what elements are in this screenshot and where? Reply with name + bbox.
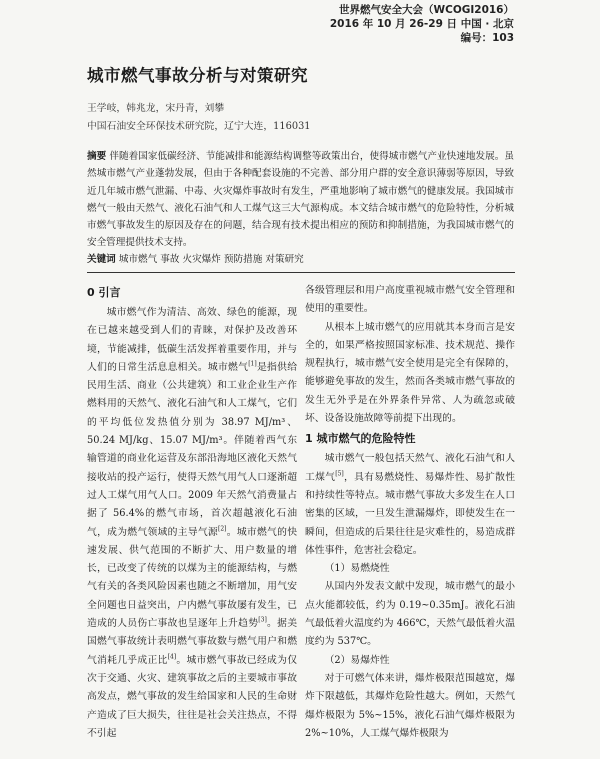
affiliation: 中国石油安全环保技术研究院，辽宁大连，116031 (87, 121, 311, 132)
abstract (87, 148, 514, 252)
explosiveness-paragraph: 对于可燃气体来讲，爆炸极限范围越宽，爆炸下限越低，其爆炸危险性越大。例如，天然气爆炸极限为 5%~15%，液化石油气爆炸极限为 2%~10%，人工煤气爆炸极限为 (305, 672, 515, 739)
intro-text-d: 。据美国燃气事故统计表明燃气事故数与燃气用户和燃气消耗几乎成正比 (87, 618, 298, 666)
keywords-label: 关键词 (87, 254, 116, 265)
paper-title: 城市燃气事故分析与对策研究 (87, 66, 308, 85)
flammability-paragraph: 从国内外发表文献中发现，城市燃气的最小点火能都较低，约为 0.19~0.35mJ。液化石油气最低着火温度约为 466℃，天然气最低着火温度约为 537℃。 (305, 581, 515, 648)
left-column (87, 282, 297, 743)
page-header (330, 3, 514, 45)
hazards-text-a: 城市燃气一般包括天然气、液化石油气和人工煤气 (305, 453, 515, 483)
citation-1: [1] (248, 360, 257, 368)
citation-4: [4] (167, 653, 177, 661)
intro-text-e: 。城市燃气事故已经成为仅次于交通、火灾、建筑事故之后的主要城市事故高发点，燃气事故的发生给国家和人民的生命财产造成了巨大损失，往往是社会关注热点，不得不引起 (87, 654, 298, 739)
subsection-explosiveness: （2）易爆炸性 (324, 654, 390, 666)
hazards-paragraph (305, 450, 515, 560)
safety-paragraph: 从根本上城市燃气的应用就其本身而言是安全的，如果严格按照国家标准、技术规范、操作规程执行，城市燃气安全使用是完全有保障的，能够避免事故的发生，然而各类城市燃气事故的发生无外乎是在外界条件异常、人为疏忽或破坏、设备设施故障等前提下出现的。 (305, 321, 515, 425)
intro-text-c: 。城市燃气的快速发展、供气范围的不断扩大、用户数量的增长，已改变了传统的以煤为主的能源结构，与燃气有关的各类风险因素也随之不断增加，用气安全问题也日益突出，户内燃气事故屡有发生，已造成的人员伤亡事故也呈逐年上升趋势 (87, 526, 298, 630)
section-heading-hazards: 1 城市燃气的危险特性 (305, 432, 416, 446)
abstract-text: 伴随着国家低碳经济、节能减排和能源结构调整等政策出台，使得城市燃气产业快速地发展。虽然城市燃气产业蓬勃发展，但由于各种配套设施的不完善、部分用户群的安全意识薄弱等原因，导致近几年城市燃气泄漏、中毒、火灾爆炸事故时有发生，严重地影响了城市燃气的健康发展。我国城市燃气一般由天然气、液化石油气和人工煤气这三大气源构成。本文结合城市燃气的危险特性，分析城市燃气事故发生的原因及存在的问题，结合现有技术提出相应的预防和抑制措施，为我国城市燃气的安全管理提供技术支持。 (87, 151, 515, 249)
keywords-text: 城市燃气 事故 火灾爆炸 预防措施 对策研究 (118, 254, 304, 265)
conference-name: 世界燃气安全大会（WCOGI2016） (339, 4, 514, 16)
intro-text-b: 是指供给民用生活、商业（公共建筑）和工业企业生产作燃料用的天然气、液化石油气和人工煤气，它们的平均低位发热值分别为 38.97 MJ/m³、50.24 MJ/kg、15.07 MJ/m³。伴随着西气东输管道的商业化运营及东部沿海地区液化天然气接收站的投产运行，使得天然气用气人口逐渐超过人工煤气用气人口。2009 年天然气消费量占据了 56.4%的燃气市场，首次超越液化石油气，成为燃气领域的主导气源 (87, 361, 298, 538)
subsection-flammability: （1）易燃烧性 (324, 563, 390, 575)
paper-number: 编号：103 (460, 32, 514, 44)
abstract-label: 摘要 (87, 151, 107, 162)
intro-paragraph (87, 304, 297, 743)
conference-date-place: 2016 年 10 月 26-29 日 中国 · 北京 (329, 18, 514, 30)
authors: 王学岐，韩兆龙，宋丹青，刘攀 (87, 103, 225, 114)
keywords (87, 251, 514, 265)
right-column (305, 282, 515, 743)
citation-3: [3] (258, 616, 267, 624)
citation-5: [5] (335, 470, 344, 478)
citation-2: [2] (217, 525, 227, 533)
intro-text-a: 城市燃气作为清洁、高效、绿色的能源，现在已越来越受到人们的青睐，对保护及改善环境，节能减排，低碳生活发挥着重要作用，并与人们的日常生活息息相关。城市燃气 (87, 307, 297, 373)
abstract-divider (87, 272, 515, 273)
section-heading-introduction: 0 引言 (87, 286, 121, 299)
continued-paragraph: 各级管理层和用户高度重视城市燃气安全管理和使用的重要性。 (305, 285, 515, 315)
hazards-text-b: ，具有易燃烧性、易爆炸性、易扩散性和持续性等特点。城市燃气事故大多发生在人口密集的区域，一旦发生泄漏爆炸，即使发生在一瞬间，但造成的后果往往是灾难性的，易造成群体性事件，危害社会稳定。 (305, 471, 516, 556)
